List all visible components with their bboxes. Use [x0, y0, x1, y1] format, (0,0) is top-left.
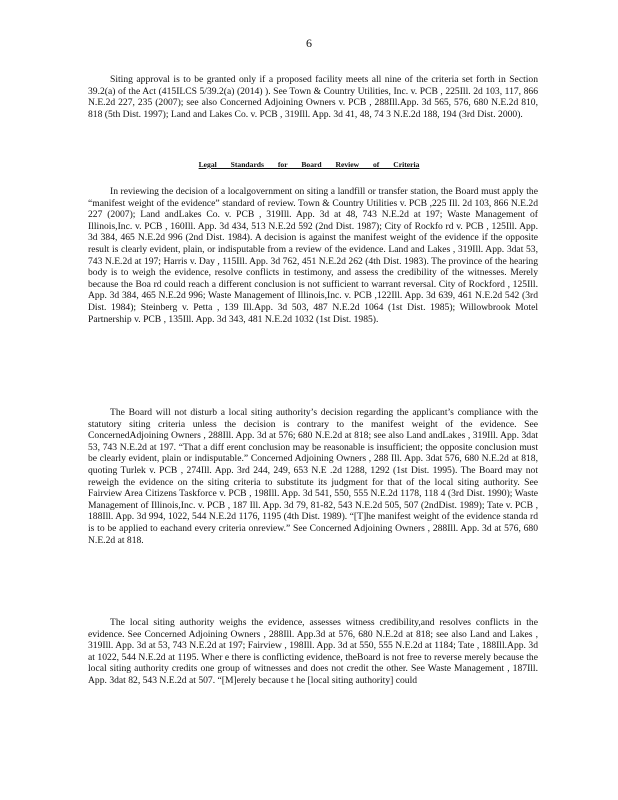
paragraph-text: Siting approval is to be granted only if a proposed facility meets all nine of the criteria set forth in Section 39.2(a) of the Act (415ILCS 5/39.2(a) (2014) ). See Town & Country Utilities, Inc. v. PCB , 225Ill. 2d 103, 117, 866 N.E.2d 227, 235 (2007); see also Concerned Adjoining Owners v. PCB , 288Ill.App. 3d 565, 576, 680 N.E.2d 810, 818 (5th Dist. 1997); Land and Lakes Co. v. PCB , 319Ill. App. 3d 41, 48, 74 3 N.E.2d 188, 194 (3rd Dist. 2000). [88, 74, 538, 120]
paragraph-siting-approval [88, 74, 538, 120]
paragraph-local-siting-authority [88, 617, 538, 687]
page-number: 6 [306, 36, 312, 50]
paragraph-board-will-not-disturb [88, 407, 538, 546]
paragraph-text: In reviewing the decision of a localgovernment on siting a landfill or transfer station, the Board must apply the “manifest weight of the evidence” standard of review. Town & Country Utilities v. PCB ,225 Ill. 2d 103, 866 N.E.2d 227 (2007); Land andLakes Co. v. PCB , 319Ill. App. 3d at 48, 743 N.E.2d at 197; Waste Management of Illinois,Inc. v. PCB , 160Ill. App. 3d 434, 513 N.E.2d 592 (2nd Dist. 1987); City of Rockfo rd v. PCB , 125Ill. App. 3d 384, 465 N.E.2d 996 (2nd Dist. 1984). A decision is against the manifest weight of the evidence if the opposite result is clearly evident, plain, or indisputable from a review of the evidence. Land and Lakes , 319Ill. App. 3dat 53, 743 N.E.2d at 197; Harris v. Day , 115Ill. App. 3d 762, 451 N.E.2d 262 (4th Dist. 1983). The province of the hearing body is to weigh the evidence, resolve conflicts in testimony, and assess the credibility of the witnesses. Merely because the Boa rd could reach a different conclusion is not sufficient to warrant reversal. City of Rockford , 125Ill. App. 3d 384, 465 N.E.2d 996; Waste Management of Illinois,Inc. v. PCB ,122Ill. App. 3d 639, 461 N.E.2d 542 (3rd Dist. 1984); Steinberg v. Petta , 139 Ill.App. 3d 503, 487 N.E.2d 1064 (1st Dist. 1985); Willowbrook Motel Partnership v. PCB , 135Ill. App. 3d 343, 481 N.E.2d 1032 (1st Dist. 1985). [88, 186, 538, 325]
paragraph-text: The local siting authority weighs the evidence, assesses witness credibility,and resolves conflicts in the evidence. See Concerned Adjoining Owners , 288Ill. App.3d at 576, 680 N.E.2d at 818; see also Land and Lakes , 319Ill. App. 3d at 53, 743 N.E.2d at 197; Fairview , 198Ill. App. 3d at 550, 555 N.E.2d at 1184; Tate , 188Ill.App. 3d at 1022, 544 N.E.2d at 1195. Wher e there is conflicting evidence, theBoard is not free to reverse merely because the local siting authority credits one group of witnesses and does not credit the other. See Waste Management , 187Ill. App. 3dat 82, 543 N.E.2d at 507. “[M]erely because t he [local siting authority] could [88, 617, 538, 686]
paragraph-text: The Board will not disturb a local siting authority’s decision regarding the applicant’s compliance with the statutory siting criteria unless the decision is contrary to the manifest weight of the evidence. See ConcernedAdjoining Owners , 288Ill. App. 3d at 576; 680 N.E.2d at 818; see also Land andLakes , 319Ill. App. 3dat 53, 743 N.E.2d at 197. “That a diff erent conclusion may be reasonable is insufficient; the opposite conclusion must be clearly evident, plain or indisputable.” Concerned Adjoining Owners , 288 Ill. App. 3dat 576, 680 N.E.2d at 818, quoting Turlek v. PCB , 274Ill. App. 3rd 244, 249, 653 N.E .2d 1288, 1292 (1st Dist. 1995). The Board may not reweigh the evidence on the siting criteria to substitute its judgment for that of the local siting authority. See Fairview Area Citizens Taskforce v. PCB , 198Ill. App. 3d 541, 550, 555 N.E.2d 1178, 118 4 (3rd Dist. 1990); Waste Management of Illinois,Inc. v. PCB , 187 Ill. App. 3d 79, 81-82, 543 N.E.2d 505, 507 (2ndDist. 1989); Tate v. PCB , 188Ill. App. 3d 994, 1022, 544 N.E.2d 1176, 1195 (4th Dist. 1989). “[T]he manifest weight of the evidence standa rd is to be applied to eachand every criteria onreview.” See Concerned Adjoining Owners , 288Ill. App. 3d at 576, 680 N.E.2d at 818. [88, 407, 538, 546]
section-heading: Legal Standards for Board Review of Criteria [198, 160, 420, 169]
paragraph-standard-of-review [88, 186, 538, 325]
